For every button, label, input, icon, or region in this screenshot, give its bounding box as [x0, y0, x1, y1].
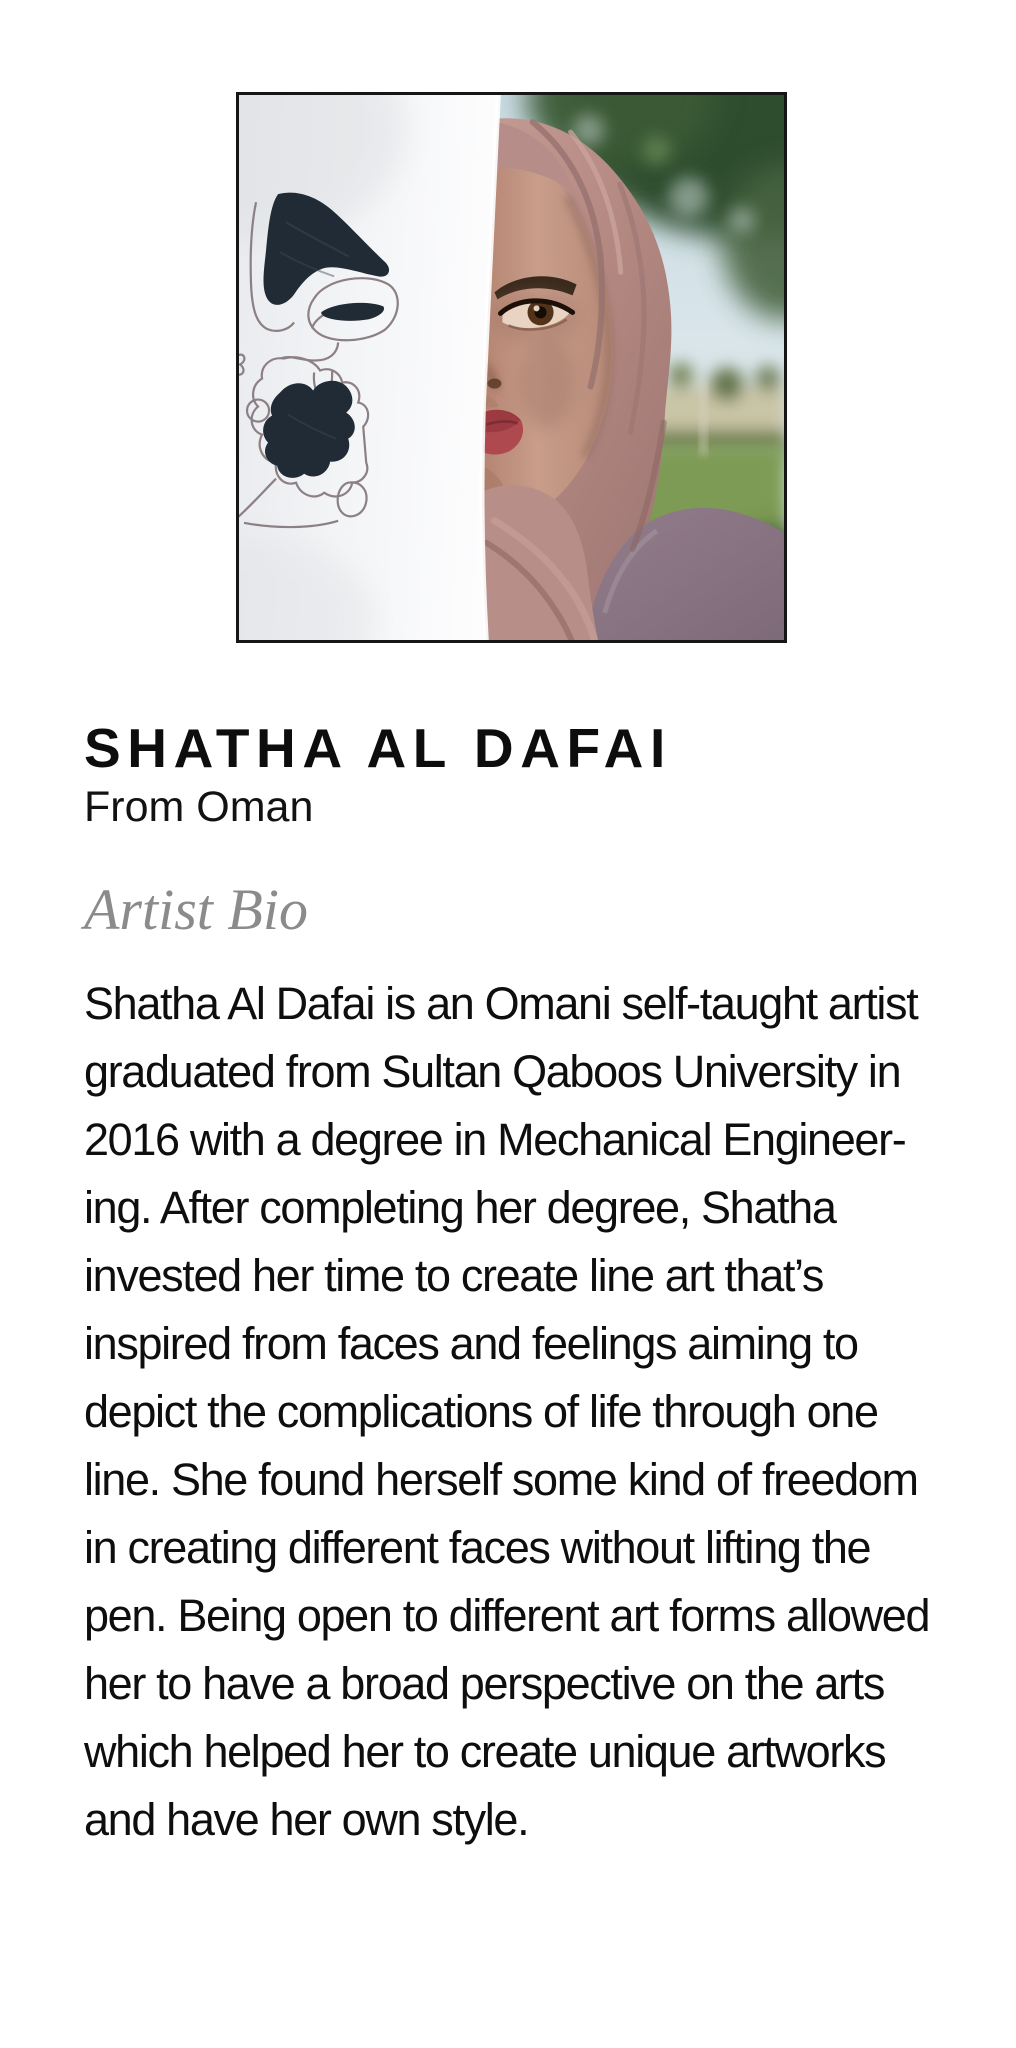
- bio-line: Shatha Al Dafai is an Omani self-taught artist: [84, 978, 918, 1029]
- bio-line: inspired from faces and feelings aiming to: [84, 1318, 858, 1369]
- bio-line: 2016 with a degree in Mechanical Engineer-: [84, 1114, 906, 1165]
- bio-line: ing. After completing her degree, Shatha: [84, 1182, 836, 1233]
- artist-bio-paragraph: [84, 970, 929, 1854]
- bio-line: her to have a broad perspective on the arts: [84, 1658, 884, 1709]
- bio-line: invested her time to create line art that’s: [84, 1250, 824, 1301]
- eye-highlight: [534, 305, 540, 311]
- bio-line: in creating different faces without lifting the: [84, 1522, 871, 1573]
- section-heading-artist-bio: Artist Bio: [84, 877, 308, 942]
- artist-name-heading: SHATHA AL DAFAI: [84, 717, 672, 779]
- light-pole: [701, 381, 706, 455]
- bio-line: and have her own style.: [84, 1794, 529, 1845]
- photo-illustration: [236, 92, 787, 643]
- bio-line: pen. Being open to different art forms allowed: [84, 1590, 930, 1641]
- nostril: [487, 379, 501, 389]
- bio-line: line. She found herself some kind of freedom: [84, 1454, 918, 1505]
- bio-line: depict the complications of life through one: [84, 1386, 878, 1437]
- cheek-shade: [521, 336, 573, 428]
- bio-line: graduated from Sultan Qaboos University in: [84, 1046, 901, 1097]
- bio-line: which helped her to create unique artworks: [84, 1726, 886, 1777]
- paper-board: [236, 92, 498, 643]
- artist-photo: [236, 92, 787, 643]
- artist-origin: From Oman: [84, 783, 314, 831]
